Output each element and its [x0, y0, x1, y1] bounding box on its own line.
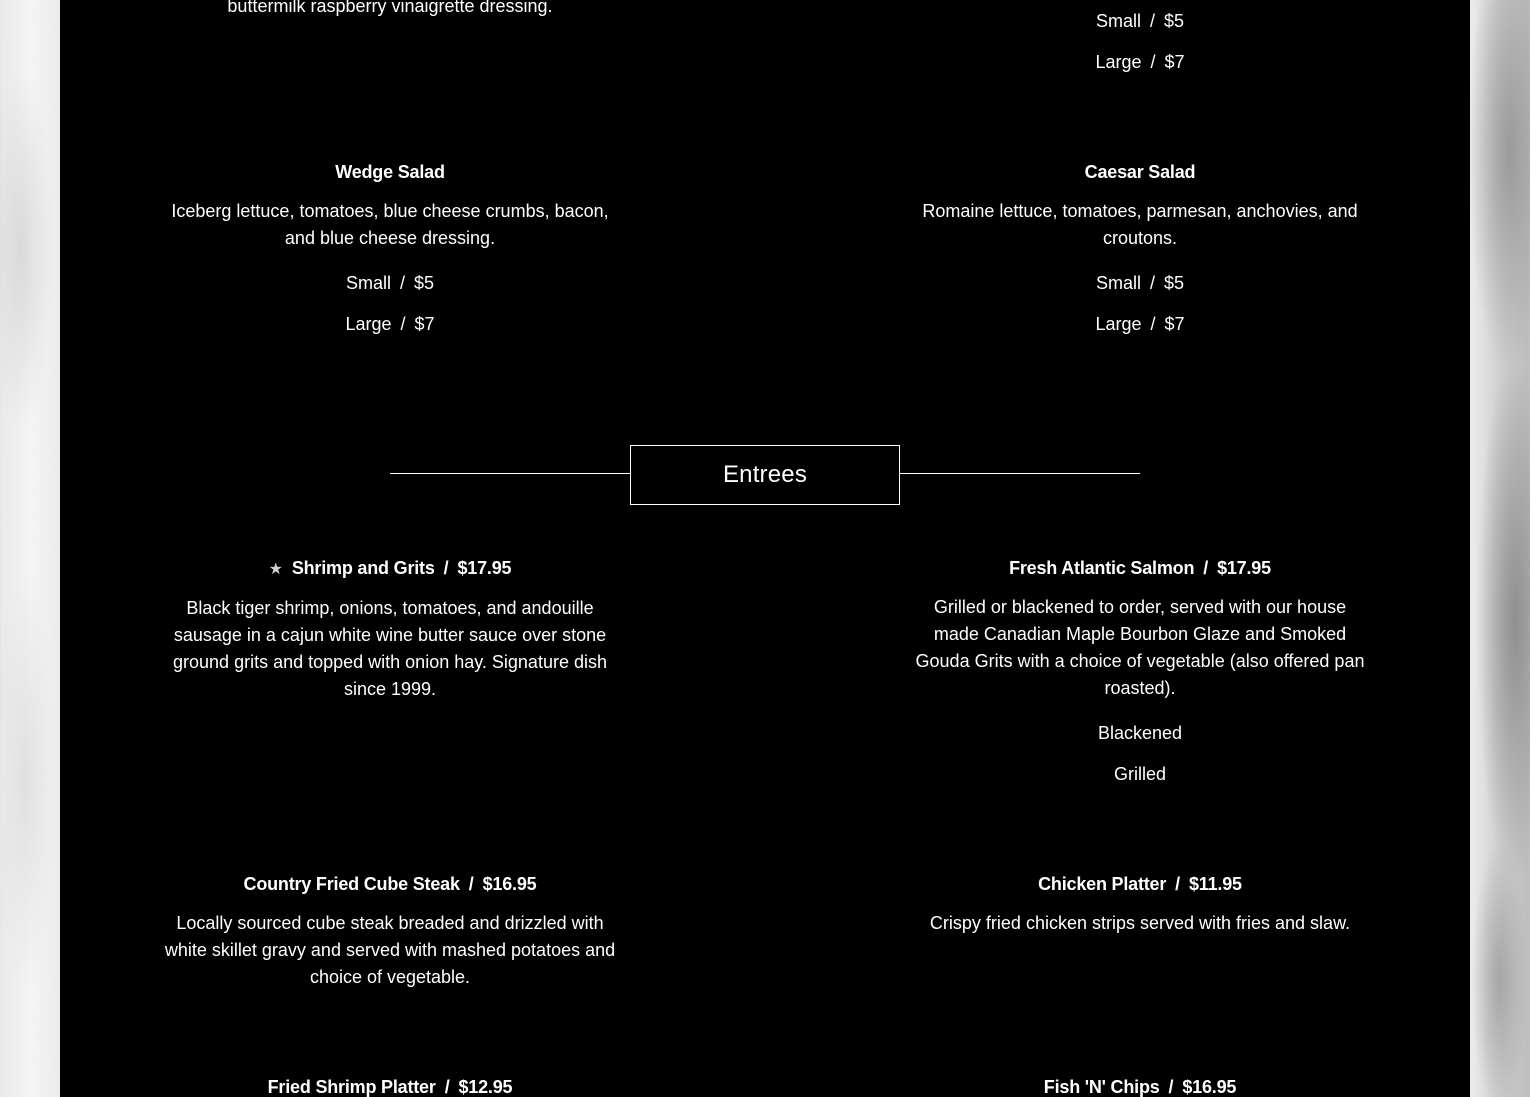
star-icon: ★ — [268, 561, 283, 578]
size-option-small: Small / $5 — [1095, 11, 1185, 31]
item-description: Black tiger shrimp, onions, tomatoes, and andouille sausage in a cajun white wine butter sauce over stone ground grits and topped with onion hay. Signature dish since 1999. — [173, 598, 607, 699]
item-title: Fresh Atlantic Salmon / $17.95 — [1009, 558, 1271, 578]
menu-item-shrimp-and-grits — [155, 555, 625, 703]
item-title: Country Fried Cube Steak / $16.95 — [243, 874, 537, 894]
item-description: Iceberg lettuce, tomatoes, blue cheese crumbs, bacon, and blue cheese dressing. — [171, 201, 609, 248]
size-option-large: Large / $7 — [345, 314, 435, 334]
item-description: buttermilk raspberry vinaigrette dressing. — [227, 0, 553, 16]
menu-item-fish-n-chips — [905, 1074, 1375, 1097]
item-title: Fish 'N' Chips / $16.95 — [1043, 1077, 1237, 1097]
section-divider-left — [390, 473, 630, 474]
section-title-entrees: Entrees — [630, 445, 900, 505]
size-option-small: Small / $5 — [345, 273, 435, 293]
item-title: Wedge Salad — [335, 162, 445, 182]
size-option-large: Large / $7 — [1095, 52, 1185, 72]
menu-item-fragment-right — [905, 8, 1375, 76]
item-description: Grilled or blackened to order, served with our house made Canadian Maple Bourbon Glaze and Smoked Gouda Grits with a choice of vegetable (also offered pan roasted). — [915, 597, 1365, 698]
preparation-options — [905, 720, 1375, 788]
option-grilled: Grilled — [1113, 764, 1166, 784]
menu-item-country-fried-cube-steak — [155, 871, 625, 991]
size-options — [155, 270, 625, 338]
menu-item-fresh-atlantic-salmon — [905, 555, 1375, 788]
item-title: Fried Shrimp Platter / $12.95 — [267, 1077, 513, 1097]
item-description: Locally sourced cube steak breaded and drizzled with white skillet gravy and served with mashed potatoes and choice of vegetable. — [164, 913, 616, 987]
item-description: Romaine lettuce, tomatoes, parmesan, anchovies, and croutons. — [922, 201, 1358, 248]
menu-item-chicken-platter — [905, 871, 1375, 937]
item-title: ★ Shrimp and Grits / $17.95 — [268, 558, 512, 578]
menu-item-caesar-salad — [905, 159, 1375, 338]
menu-item-wedge-salad — [155, 159, 625, 338]
size-options — [905, 8, 1375, 76]
item-title: Caesar Salad — [1084, 162, 1196, 182]
size-option-large: Large / $7 — [1095, 314, 1185, 334]
size-option-small: Small / $5 — [1095, 273, 1185, 293]
menu-item-fragment-left — [155, 0, 625, 20]
menu-panel — [60, 0, 1470, 1097]
menu-item-fried-shrimp-platter — [155, 1074, 625, 1097]
item-title: Chicken Platter / $11.95 — [1038, 874, 1242, 894]
item-description: Crispy fried chicken strips served with fries and slaw. — [929, 913, 1351, 933]
section-divider-right — [900, 473, 1140, 474]
size-options — [905, 270, 1375, 338]
option-blackened: Blackened — [1097, 723, 1183, 743]
